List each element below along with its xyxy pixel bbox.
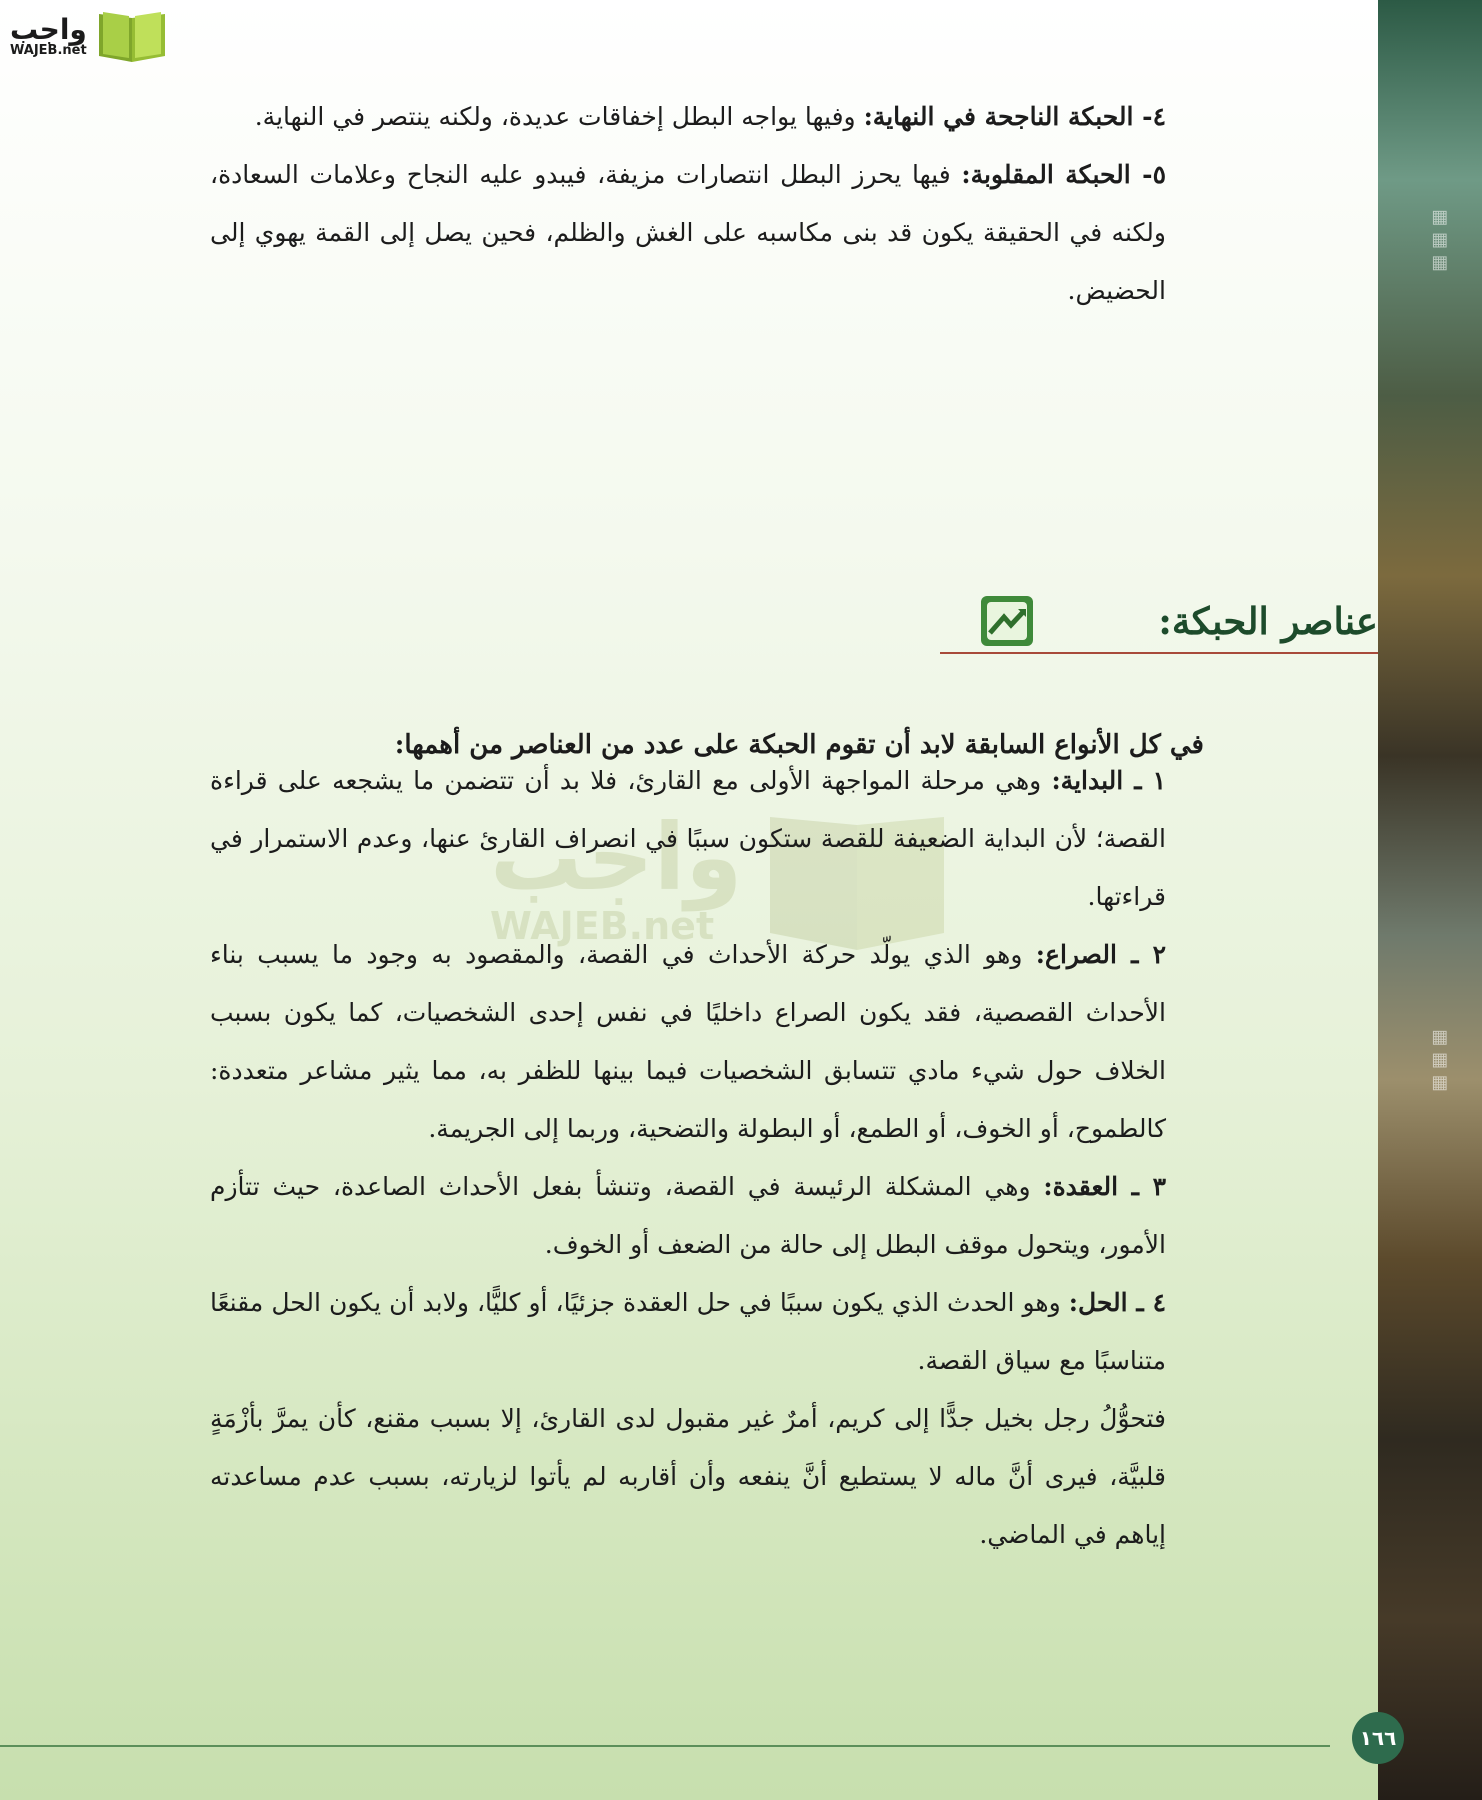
- strip-texture: ▦ ▦ ▦: [1428, 209, 1450, 272]
- item-label: ١ ـ البداية:: [1051, 766, 1166, 795]
- decorative-side-strip: [1378, 0, 1482, 1800]
- intro-text: في كل الأنواع السابقة لابد أن تقوم الحبكة على عدد من العناصر من أهمها:: [394, 730, 1204, 760]
- item-label: ٥- الحبكة المقلوبة:: [961, 160, 1166, 189]
- plot-types-continued: [210, 88, 1166, 320]
- item-label: ٣ ـ العقدة:: [1043, 1172, 1166, 1201]
- section-heading: [940, 590, 1378, 654]
- item-text: وهو الذي يولّد حركة الأحداث في القصة، والمقصود به وجود ما يسبب بناء الأحداث القصصية، فقد يكون الصراع داخليًا في نفس إحدى الشخصيات، كما يكون بسبب الخلاف حول شيء مادي تتسابق الشخصيات فيما بينها للظفر به، مما يثير مشاعر متعددة: كالطموح، أو الخوف، أو الطمع، أو البطولة والتضحية، وربما إلى الجريمة.: [210, 940, 1166, 1143]
- footer-divider: [0, 1745, 1330, 1747]
- section-title: عناصر الحبكة:: [1158, 599, 1378, 643]
- list-item: [210, 1158, 1166, 1274]
- elements-list: [210, 752, 1166, 1564]
- wajeb-logo[interactable]: [10, 8, 169, 64]
- logo-text: [10, 12, 87, 58]
- list-item: [210, 1274, 1166, 1390]
- item-label: ٤ ـ الحل:: [1068, 1288, 1166, 1317]
- item-text: وهي المشكلة الرئيسة في القصة، وتنشأ بفعل الأحداث الصاعدة، حيث تتأزم الأمور، ويتحول موقف البطل إلى حالة من الضعف أو الخوف.: [210, 1172, 1166, 1259]
- book-icon: [95, 8, 169, 64]
- item-text: فيها يحرز البطل انتصارات مزيفة، فيبدو عليه النجاح وعلامات السعادة، ولكنه في الحقيقة يكون قد بنى مكاسبه على الغش والظلم، فحين يصل إلى القمة يهوي إلى الحضيض.: [210, 160, 1166, 305]
- item-text: وهو الحدث الذي يكون سببًا في حل العقدة جزئيًا، أو كليًّا، ولابد أن يكون الحل مقنعًا متناسبًا مع سياق القصة.: [210, 1288, 1166, 1375]
- item-label: ٤- الحبكة الناجحة في النهاية:: [863, 102, 1166, 131]
- logo-latin: WAJEB.net: [10, 42, 87, 58]
- page-number: ١٦٦: [1352, 1712, 1404, 1764]
- list-item: [210, 752, 1166, 926]
- logo-arabic: واجب: [10, 12, 87, 46]
- strip-texture: ▦ ▦ ▦: [1428, 1029, 1450, 1092]
- item-text: وفيها يواجه البطل إخفاقات عديدة، ولكنه ينتصر في النهاية.: [254, 102, 864, 131]
- list-item: [210, 88, 1166, 146]
- list-item: [210, 146, 1166, 320]
- watermark-latin: WAJEB.net: [490, 904, 715, 948]
- item-text: وهي مرحلة المواجهة الأولى مع القارئ، فلا بد أن تتضمن ما يشجعه على قراءة القصة؛ لأن البداية الضعيفة للقصة ستكون سببًا في انصراف القارئ عنها، وعدم الاستمرار في قراءتها.: [210, 766, 1166, 911]
- item-label: ٢ ـ الصراع:: [1035, 940, 1166, 969]
- watermark-arabic: واجب: [490, 804, 743, 911]
- closing-paragraph: فتحوُّلُ رجل بخيل جدًّا إلى كريم، أمرٌ غير مقبول لدى القارئ، إلا بسبب مقنع، كأن يمرَّ بأزْمَةٍ قلبيَّة، فيرى أنَّ ماله لا يستطيع أنَّ ينفعه وأن أقاربه لم يأتوا لزيارته، بسبب عدم مساعدته إياهم في الماضي.: [210, 1404, 1166, 1549]
- list-item: [210, 926, 1166, 1158]
- chart-arrow-icon: [978, 593, 1036, 649]
